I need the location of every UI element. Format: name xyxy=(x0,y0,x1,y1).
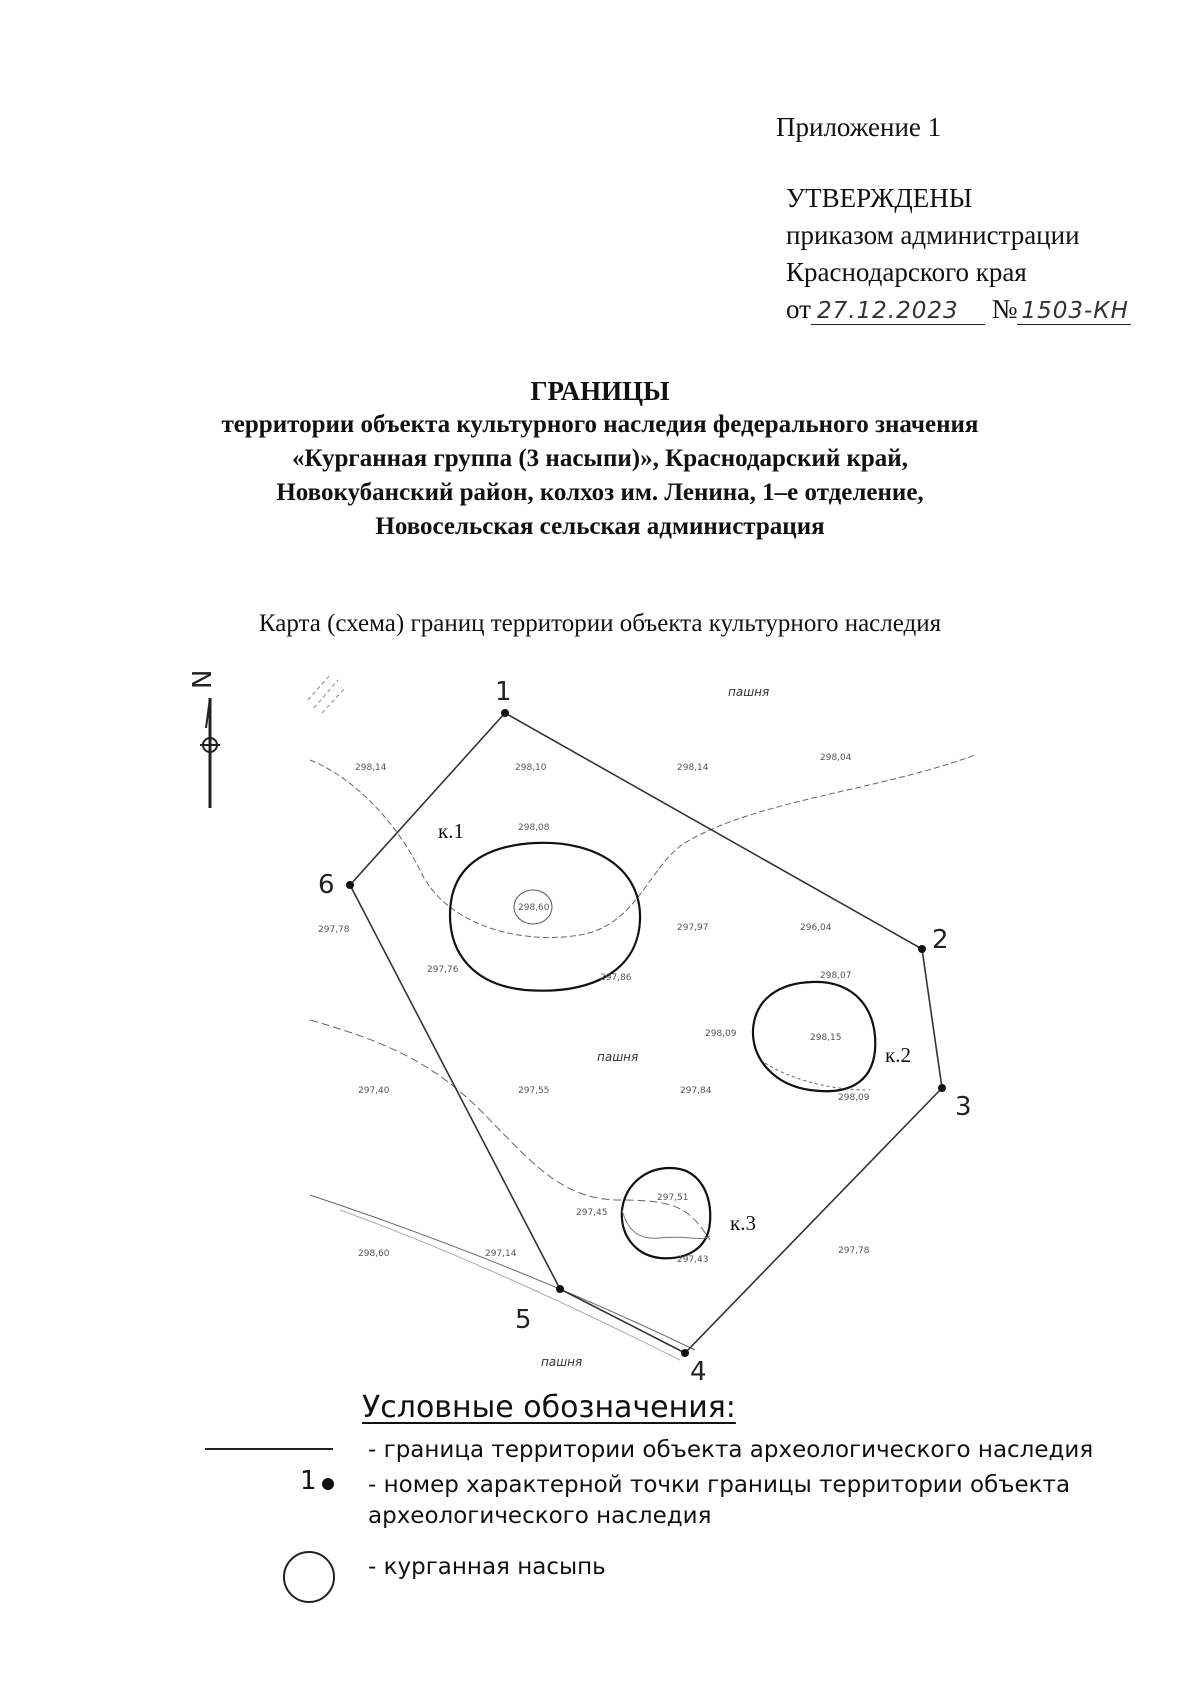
elevation-mark: 298,04 xyxy=(820,753,852,763)
elevation-mark: 297,14 xyxy=(485,1249,517,1259)
mound-3 xyxy=(622,1168,710,1258)
elevation-mark: 298,15 xyxy=(810,1033,842,1043)
field-label-north: пашня xyxy=(728,685,770,699)
elevation-mark: 297,40 xyxy=(358,1086,390,1096)
point-label-2: 2 xyxy=(932,925,949,955)
boundary-points xyxy=(346,709,946,1357)
legend-mound-text: - курганная насыпь xyxy=(368,1554,606,1580)
elevation-mark: 296,04 xyxy=(800,923,832,933)
elevation-mark: 297,51 xyxy=(657,1193,689,1203)
elevation-mark: 297,45 xyxy=(576,1208,608,1218)
legend-mound-circle-icon xyxy=(283,1551,335,1603)
point-label-3: 3 xyxy=(955,1092,972,1122)
appendix-label: Приложение 1 xyxy=(776,112,942,142)
legend-boundary-sample xyxy=(205,1448,333,1450)
point-label-4: 4 xyxy=(690,1357,707,1387)
elevation-mark: 298,60 xyxy=(358,1249,390,1259)
elevation-mark: 297,55 xyxy=(518,1086,550,1096)
elevation-mark: 297,43 xyxy=(677,1255,709,1265)
date-prefix: от xyxy=(786,294,811,324)
elevation-mark: 298,09 xyxy=(705,1029,737,1039)
territory-boundary xyxy=(350,713,942,1353)
mound-label-3: к.3 xyxy=(730,1211,756,1235)
field-label-center: пашня xyxy=(597,1050,639,1064)
title-line-3: Новокубанский район, колхоз им. Ленина, 1–е отделение, xyxy=(276,479,924,506)
legend-point-number-sample: 1 xyxy=(300,1466,317,1496)
elevation-mark: 298,14 xyxy=(677,763,709,773)
north-arrow-icon xyxy=(188,670,220,808)
elevation-mark: 297,97 xyxy=(677,923,709,933)
legend-title: Условные обозначения: xyxy=(362,1390,736,1425)
elevation-mark: 297,78 xyxy=(838,1246,870,1256)
legend-boundary-text: - граница территории объекта археологического наследия xyxy=(368,1437,1094,1463)
point-label-1: 1 xyxy=(495,677,512,707)
approved-region: Краснодарского края xyxy=(786,257,1027,287)
approved-label: УТВЕРЖДЕНЫ xyxy=(786,183,973,213)
elevation-mark: 298,08 xyxy=(518,823,550,833)
title-line-2: «Курганная группа (3 насыпи)», Краснодарский край, xyxy=(292,445,908,472)
legend-point-dot-icon xyxy=(322,1478,334,1490)
title-line-4: Новосельская сельская администрация xyxy=(375,513,825,540)
mound-label-2: к.2 xyxy=(885,1043,911,1067)
mound-1 xyxy=(450,843,640,991)
elevation-mark: 297,84 xyxy=(680,1086,712,1096)
order-number-handwritten: 1503-КН xyxy=(1017,298,1131,325)
point-label-5: 5 xyxy=(515,1305,532,1335)
number-prefix: № xyxy=(991,294,1018,324)
title-line-1: территории объекта культурного наследия федерального значения xyxy=(221,411,979,438)
approved-by-order: приказом администрации xyxy=(786,220,1080,250)
elevation-mark: 297,86 xyxy=(600,973,632,983)
elevation-mark: 297,76 xyxy=(427,965,459,975)
elevation-mark: 298,10 xyxy=(515,763,547,773)
legend-point-text-1: - номер характерной точки границы территории объекта xyxy=(368,1472,1071,1498)
elevation-mark: 297,78 xyxy=(318,925,350,935)
order-date-handwritten: 27.12.2023 xyxy=(811,298,985,325)
legend-point-text-2: археологического наследия xyxy=(368,1503,712,1529)
hatch-marks xyxy=(308,675,345,713)
map-caption: Карта (схема) границ территории объекта культурного наследия xyxy=(258,610,942,637)
mound-label-1: к.1 xyxy=(438,819,464,843)
elevation-mark: 298,09 xyxy=(838,1093,870,1103)
elevation-mark: 298,60 xyxy=(518,903,550,913)
elevation-mark: 298,07 xyxy=(820,971,852,981)
relief-lines xyxy=(310,755,975,1360)
north-letter: N xyxy=(188,669,218,689)
point-label-6: 6 xyxy=(318,870,335,900)
elevation-mark: 298,14 xyxy=(355,763,387,773)
field-label-south: пашня xyxy=(541,1355,583,1369)
document-title: ГРАНИЦЫ xyxy=(530,376,670,406)
